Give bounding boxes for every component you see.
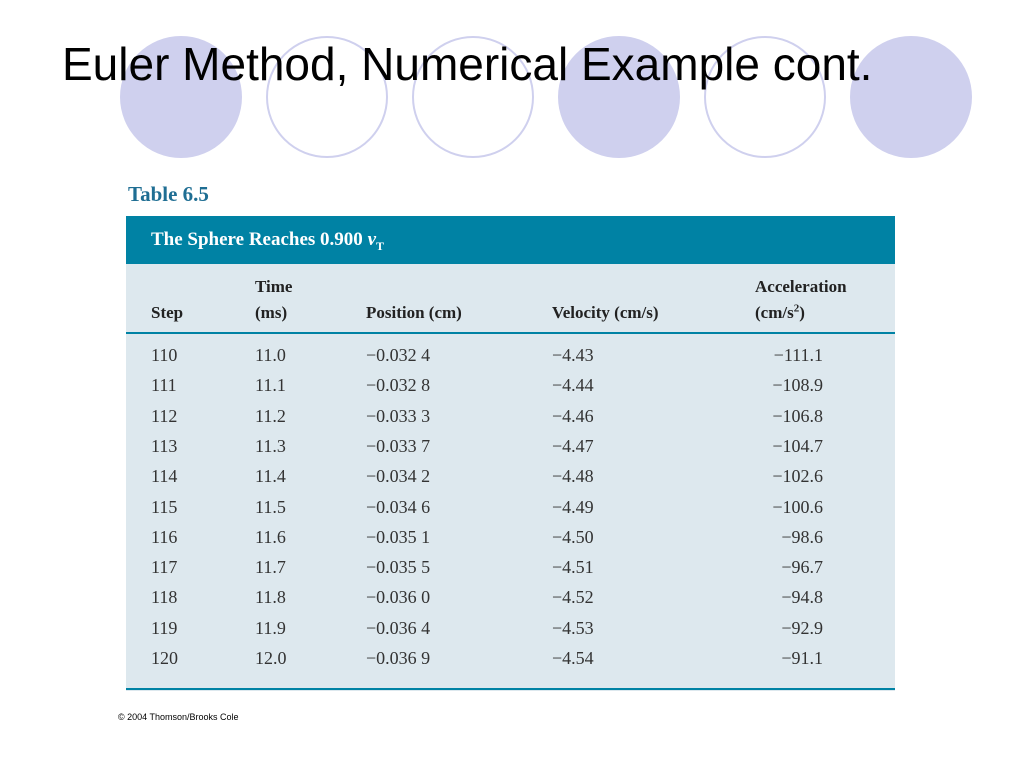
table-cell: −4.47 xyxy=(552,435,594,456)
table-cell: −4.52 xyxy=(552,587,594,608)
header-acceleration xyxy=(755,274,847,326)
table-cell: 112 xyxy=(151,405,178,426)
table-cell: −0.036 4 xyxy=(366,617,431,638)
header-time-line2: (ms) xyxy=(255,303,288,322)
table-cell: −0.032 8 xyxy=(366,375,431,396)
table-cell: −94.8 xyxy=(781,587,823,608)
table-cell: −96.7 xyxy=(781,557,823,578)
table-cell: −4.54 xyxy=(552,648,594,668)
table-cell: 110 xyxy=(151,345,178,365)
table-cell: 11.8 xyxy=(255,587,286,608)
table-cell: −4.48 xyxy=(552,466,594,487)
table-cell: 11.3 xyxy=(255,435,286,456)
table-banner-variable: v xyxy=(367,229,376,250)
header-acceleration-line2: $(cm/s^2)$ xyxy=(755,302,805,322)
table-banner xyxy=(126,216,895,264)
table-cell: 115 xyxy=(151,496,178,517)
header-velocity-label: Velocity (cm/s) xyxy=(552,303,659,322)
table-cell: −98.6 xyxy=(781,526,823,547)
table-cell: −0.036 0 xyxy=(366,587,431,608)
table-cell: 118 xyxy=(151,587,178,608)
header-time-line1: Time xyxy=(255,277,293,296)
table-cell: −100.6 xyxy=(772,496,823,517)
data-table xyxy=(126,216,895,691)
table-cell: −92.9 xyxy=(781,617,823,638)
slide-title: Euler Method, Numerical Example cont. xyxy=(62,38,873,90)
table-cell: −104.7 xyxy=(772,435,823,456)
header-time xyxy=(255,274,292,326)
table-label: Table 6.5 xyxy=(128,182,209,206)
header-position-label: Position (cm) xyxy=(366,303,462,322)
table-cell: −4.44 xyxy=(552,375,594,396)
table-cell: 11.6 xyxy=(255,526,286,547)
table-cell: 114 xyxy=(151,466,178,487)
table-cell: −0.032 4 xyxy=(366,345,431,365)
table-cell: 113 xyxy=(151,435,178,456)
table-cell: 120 xyxy=(151,648,178,668)
table-cell: 111 xyxy=(151,375,177,396)
table-banner-subscript: T xyxy=(376,238,385,253)
table-cell: 117 xyxy=(151,557,178,578)
table-cell: −0.034 6 xyxy=(366,496,431,517)
table-banner-text: The Sphere Reaches 0.900 xyxy=(151,229,368,250)
table-cell: −0.036 9 xyxy=(366,648,431,668)
header-rule xyxy=(126,332,895,334)
table-cell: 11.1 xyxy=(255,375,286,396)
bottom-rule xyxy=(126,688,895,690)
table-cell: −0.033 7 xyxy=(366,435,431,456)
table-cell: 11.4 xyxy=(255,466,286,487)
table-cell: −4.51 xyxy=(552,557,594,578)
table-cell: −0.035 5 xyxy=(366,557,431,578)
table-cell: 119 xyxy=(151,617,178,638)
table-cell: −4.50 xyxy=(552,526,594,547)
table-cell: −102.6 xyxy=(772,466,823,487)
table-cell: −4.43 xyxy=(552,345,594,365)
table-cell: 11.7 xyxy=(255,557,286,578)
table-cell: −91.1 xyxy=(781,648,823,668)
header-acceleration-line1: Acceleration xyxy=(755,277,847,296)
table-cell: −0.033 3 xyxy=(366,405,431,426)
header-position xyxy=(366,300,462,326)
table-cell: −4.46 xyxy=(552,405,594,426)
header-step-label: Step xyxy=(151,303,184,322)
table-cell: −0.034 2 xyxy=(366,466,431,487)
table-cell: −4.49 xyxy=(552,496,594,517)
table-cell: −111.1 xyxy=(773,345,823,365)
table-cell: −4.53 xyxy=(552,617,594,638)
table-cell: −108.9 xyxy=(772,375,823,396)
header-velocity xyxy=(552,300,659,326)
table-cell: 11.0 xyxy=(255,345,286,365)
copyright-notice: © 2004 Thomson/Brooks Cole xyxy=(118,712,239,722)
header-step xyxy=(151,300,183,326)
table-cell: 12.0 xyxy=(255,648,287,668)
table-cell: 11.2 xyxy=(255,405,286,426)
table-cell: 11.9 xyxy=(255,617,286,638)
table-cell: −0.035 1 xyxy=(366,526,431,547)
table-cell: 11.5 xyxy=(255,496,286,517)
table-cell: −106.8 xyxy=(772,405,823,426)
table-cell: 116 xyxy=(151,526,178,547)
